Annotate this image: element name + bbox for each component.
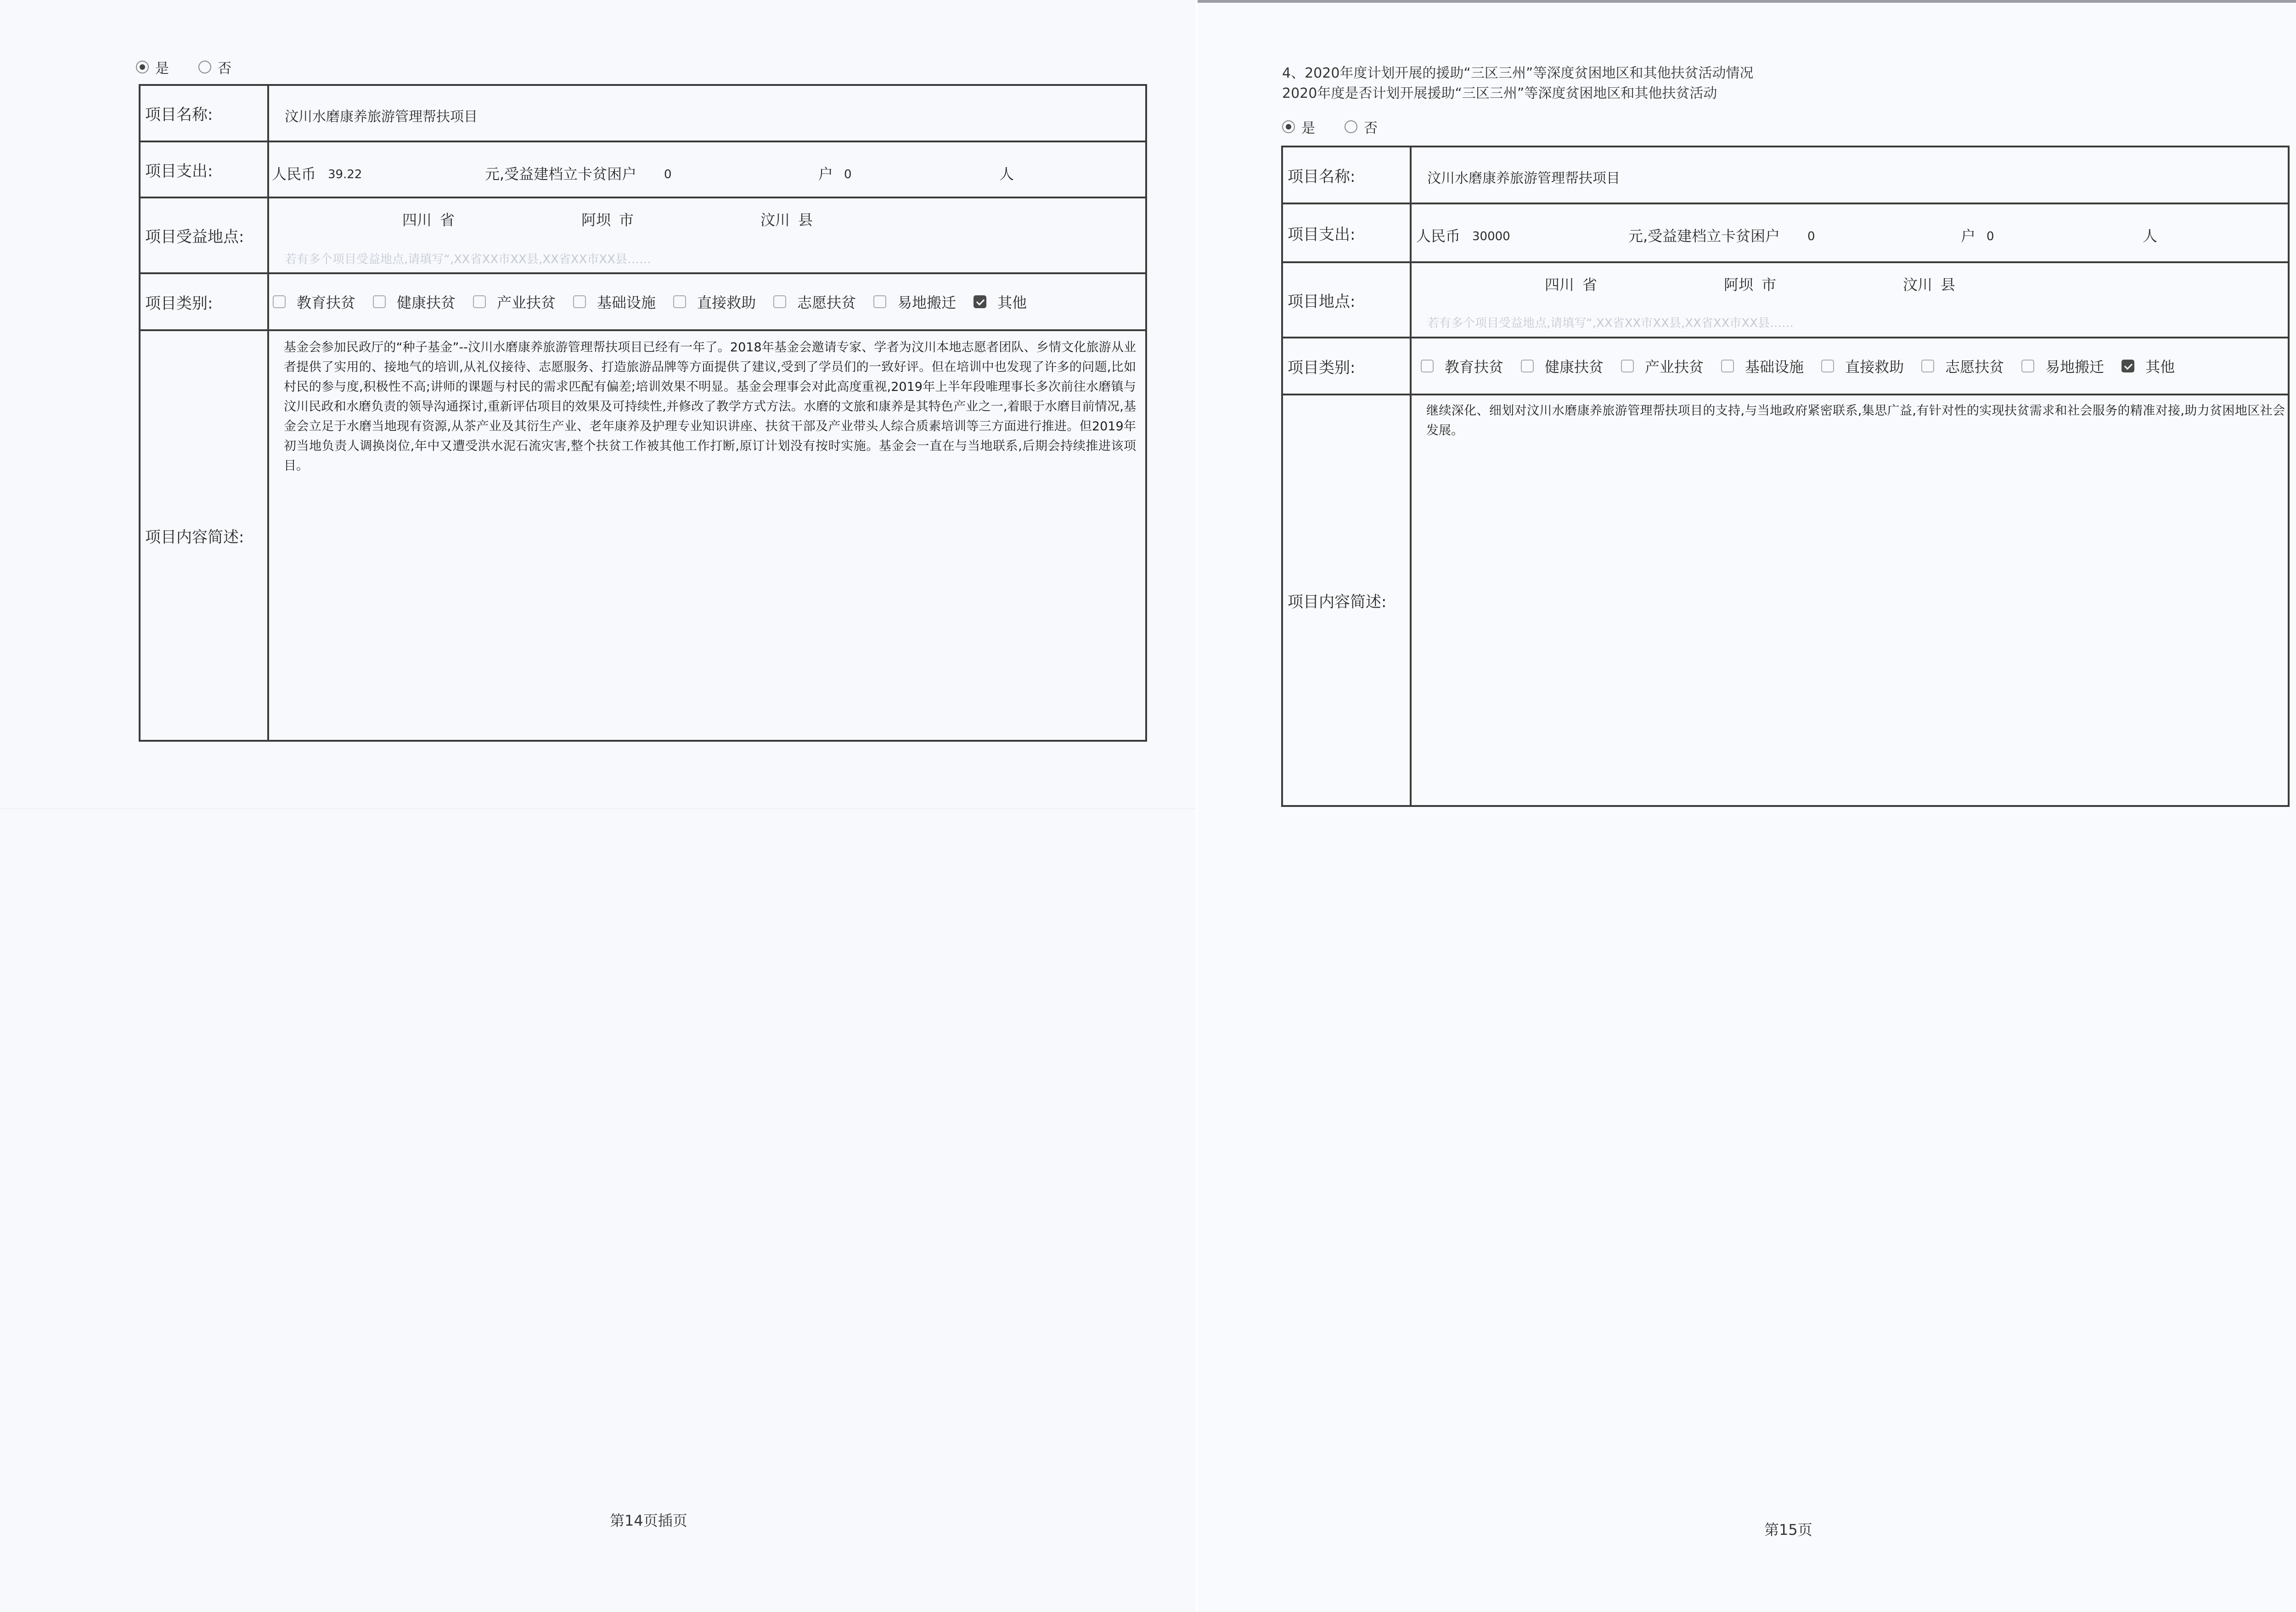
right-category-list — [1412, 355, 2288, 377]
checkbox[interactable] — [1421, 360, 1434, 372]
right-project-name: 汶川水磨康养旅游管理帮扶项目 — [1427, 170, 1620, 186]
category-label: 直接救助 — [1845, 358, 1904, 376]
left-currency-label: 人民币 — [272, 165, 316, 183]
right-page-footer: 第15页 — [1764, 1521, 1812, 1539]
right-row-location — [1282, 262, 2289, 338]
right-row-name — [1282, 147, 2289, 203]
checked-checkbox-icon[interactable] — [2122, 360, 2134, 372]
right-amount: 30000 — [1472, 230, 1510, 243]
left-households-label: 户 — [818, 165, 833, 183]
right-location-cell — [1411, 262, 2289, 338]
left-city: 阿坝 — [581, 211, 611, 229]
scan-fold-line — [0, 808, 1196, 809]
right-category-item[interactable] — [1921, 355, 2004, 377]
right-city-unit: 市 — [1761, 276, 1777, 293]
left-label-description: 项目内容简述: — [140, 330, 268, 741]
category-label: 产业扶贫 — [497, 294, 556, 311]
left-radio-no[interactable] — [198, 61, 211, 73]
left-radio-yes[interactable] — [136, 61, 149, 73]
right-location-hint: 若有多个项目受益地点,请填写“,XX省XX市XX县,XX省XX市XX县…… — [1427, 316, 1794, 330]
right-unit-label: 元,受益建档立卡贫困户 — [1628, 227, 1780, 245]
left-plan-radio-group — [136, 57, 231, 77]
right-county-unit: 县 — [1941, 276, 1956, 293]
left-project-name: 汶川水磨康养旅游管理帮扶项目 — [285, 109, 478, 125]
category-label: 志愿扶贫 — [1945, 358, 2004, 376]
right-radio-yes[interactable] — [1282, 120, 1295, 133]
left-amount: 39.22 — [328, 168, 362, 181]
left-row-category — [140, 273, 1146, 330]
right-city: 阿坝 — [1724, 276, 1754, 293]
checkbox[interactable] — [1621, 360, 1634, 372]
checkbox[interactable] — [1521, 360, 1534, 372]
left-project-table — [139, 84, 1147, 742]
category-label: 其他 — [2145, 358, 2175, 376]
right-province: 四川 — [1545, 276, 1575, 293]
checkbox[interactable] — [273, 295, 286, 308]
left-category-list — [269, 291, 1145, 312]
right-currency-label: 人民币 — [1416, 227, 1461, 245]
left-unit-label: 元,受益建档立卡贫困户 — [485, 165, 637, 183]
right-project-table — [1281, 146, 2290, 807]
category-label: 志愿扶贫 — [797, 294, 856, 311]
left-category-item[interactable] — [473, 291, 556, 312]
right-radio-no[interactable] — [1345, 120, 1357, 133]
right-category-item[interactable] — [1821, 355, 1904, 377]
checked-checkbox-icon[interactable] — [974, 295, 986, 308]
left-radio-no-label: 否 — [218, 61, 231, 77]
right-row-description — [1282, 395, 2289, 806]
left-row-name — [140, 85, 1146, 141]
left-households: 0 — [664, 168, 672, 181]
checkbox[interactable] — [2021, 360, 2034, 372]
right-description-text: 继续深化、细划对汶川水磨康养旅游管理帮扶项目的支持,与当地政府紧密联系,集思广益,有针对性的实现扶贫需求和社会服务的精准对接,助力贫困地区社会发展。 — [1426, 404, 2285, 438]
checkbox[interactable] — [1921, 360, 1934, 372]
right-category-item[interactable] — [2021, 355, 2104, 377]
left-category-item[interactable] — [273, 291, 355, 312]
right-row-category — [1282, 338, 2289, 395]
left-category-item-checked[interactable] — [974, 291, 1027, 312]
left-county: 汶川 — [760, 211, 790, 229]
left-category-item[interactable] — [373, 291, 456, 312]
right-category-item[interactable] — [1521, 355, 1604, 377]
category-label: 教育扶贫 — [297, 294, 356, 311]
right-radio-no-label: 否 — [1364, 120, 1378, 136]
left-category-item[interactable] — [673, 291, 756, 312]
category-label: 其他 — [997, 294, 1027, 311]
right-radio-yes-label: 是 — [1301, 120, 1315, 136]
scan-edge — [1198, 0, 2296, 3]
right-households-value: 0 — [1986, 230, 1994, 243]
category-label: 健康扶贫 — [1545, 358, 1604, 376]
checkbox[interactable] — [373, 295, 386, 308]
category-label: 产业扶贫 — [1645, 358, 1704, 376]
right-category-cell — [1411, 338, 2289, 395]
left-radio-yes-label: 是 — [155, 61, 169, 77]
left-row-expense — [140, 141, 1146, 197]
right-expense-cell — [1411, 203, 2289, 262]
category-label: 易地搬迁 — [897, 294, 957, 311]
left-category-item[interactable] — [873, 291, 956, 312]
category-label: 易地搬迁 — [2045, 358, 2105, 376]
right-category-item-checked[interactable] — [2122, 355, 2175, 377]
left-city-unit: 市 — [619, 211, 634, 229]
category-label: 健康扶贫 — [397, 294, 456, 311]
right-county: 汶川 — [1903, 276, 1933, 293]
right-plan-radio-group — [1282, 117, 1378, 137]
right-households: 0 — [1807, 230, 1815, 243]
category-label: 基础设施 — [1745, 358, 1804, 376]
right-section-heading: 4、2020年度计划开展的援助“三区三州”等深度贫困地区和其他扶贫活动情况 — [1282, 65, 1754, 81]
left-location-cell — [268, 197, 1146, 273]
checkbox[interactable] — [1821, 360, 1834, 372]
right-section-question: 2020年度是否计划开展援助“三区三州”等深度贫困地区和其他扶贫活动 — [1282, 85, 1717, 101]
left-description-cell — [268, 330, 1146, 741]
right-category-item[interactable] — [1421, 355, 1503, 377]
right-label-description: 项目内容简述: — [1282, 395, 1411, 806]
checkbox[interactable] — [673, 295, 686, 308]
left-label-name: 项目名称: — [140, 85, 268, 141]
right-description-cell — [1411, 395, 2289, 806]
right-label-expense: 项目支出: — [1282, 203, 1411, 262]
left-persons: 0 — [844, 168, 852, 181]
right-label-location: 项目地点: — [1282, 262, 1411, 338]
right-province-unit: 省 — [1582, 276, 1598, 293]
left-name-cell — [268, 85, 1146, 141]
left-row-description — [140, 330, 1146, 741]
left-location-hint: 若有多个项目受益地点,请填写“,XX省XX市XX县,XX省XX市XX县…… — [285, 253, 652, 266]
category-label: 直接救助 — [697, 294, 756, 311]
right-row-expense — [1282, 203, 2289, 262]
right-name-cell — [1411, 147, 2289, 203]
left-province-unit: 省 — [440, 211, 455, 229]
right-persons-label: 人 — [2143, 227, 2158, 245]
checkbox[interactable] — [773, 295, 786, 308]
left-expense-cell — [268, 141, 1146, 197]
checkbox[interactable] — [873, 295, 886, 308]
left-description-text: 基金会参加民政厅的“种子基金”--汶川水磨康养旅游管理帮扶项目已经有一年了。2018年基金会邀请专家、学者为汶川本地志愿者团队、乡情文化旅游从业者提供了实用的、接地气的培训,从礼仪接待、志愿服务、打造旅游品牌等方面提供了建议,受到了学员们的一致好评。但在培训中也发现了许多的问题,比如村民的参与度,积极性不高;讲师的课题与村民的需求匹配有偏差;培训效果不明显。基金会理事会对此高度重视,2019年上半年段唯理事长多次前往水磨镇与汶川民政和水磨负责的领导沟通探讨,重新评估项目的效果及可持续性,并修改了教学方式方法。水磨的文旅和康养是其特色产业之一,着眼于水磨目前情况,基金会立足于水磨当地现有资源,从茶产业及其衍生产业、老年康养及护理专业知识讲座、扶贫干部及产业带头人综合质素培训等三方面进行推进。但2019年初当地负责人调换岗位,年中又遭受洪水泥石流灾害,整个扶贫工作被其他工作打断,原订计划没有按时实施。基金会一直在与当地联系,后期会持续推进该项目。 — [284, 340, 1136, 473]
left-page-footer: 第14页插页 — [610, 1512, 687, 1529]
checkbox[interactable] — [473, 295, 486, 308]
category-label: 教育扶贫 — [1445, 358, 1504, 376]
category-label: 基础设施 — [597, 294, 656, 311]
left-row-location — [140, 197, 1146, 273]
left-category-item[interactable] — [573, 291, 656, 312]
right-category-item[interactable] — [1721, 355, 1804, 377]
checkbox[interactable] — [1721, 360, 1734, 372]
left-label-category: 项目类别: — [140, 273, 268, 330]
right-category-item[interactable] — [1621, 355, 1704, 377]
right-label-category: 项目类别: — [1282, 338, 1411, 395]
left-county-unit: 县 — [798, 211, 813, 229]
right-households-label: 户 — [1961, 227, 1976, 245]
left-label-expense: 项目支出: — [140, 141, 268, 197]
left-category-cell — [268, 273, 1146, 330]
left-province: 四川 — [402, 211, 432, 229]
left-label-location: 项目受益地点: — [140, 197, 268, 273]
left-persons-label: 人 — [999, 165, 1014, 183]
checkbox[interactable] — [573, 295, 586, 308]
left-category-item[interactable] — [773, 291, 856, 312]
right-label-name: 项目名称: — [1282, 147, 1411, 203]
